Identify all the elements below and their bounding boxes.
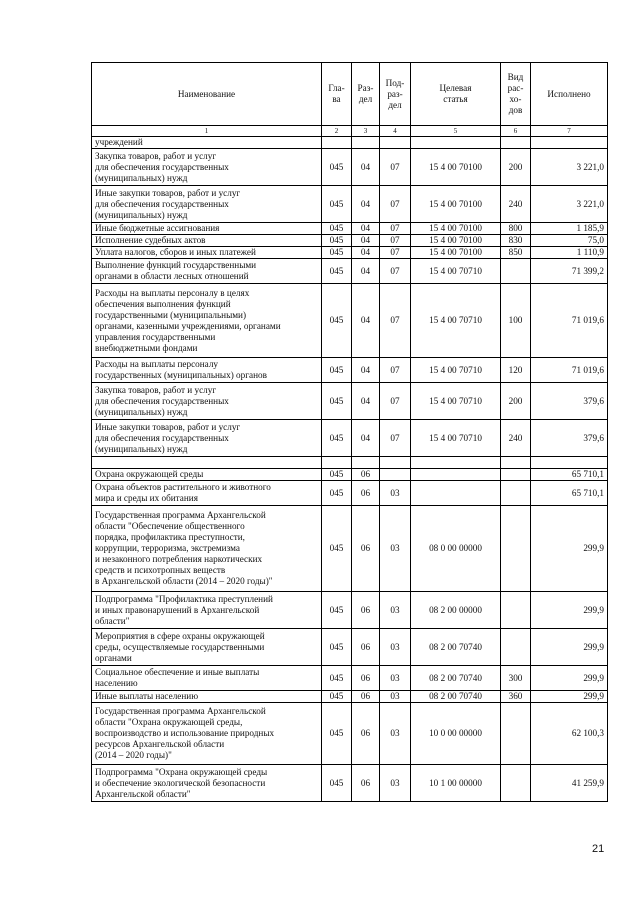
table-row <box>92 223 608 235</box>
header-glava: Гла- ва <box>322 63 352 126</box>
cell-name: Иные бюджетные ассигнования <box>92 223 322 235</box>
cell-target-item <box>411 457 501 469</box>
column-number: 1 <box>92 126 322 137</box>
cell-podrazdel: 03 <box>380 666 411 691</box>
cell-podrazdel: 07 <box>380 186 411 223</box>
table-row <box>92 259 608 284</box>
table-row <box>92 691 608 703</box>
cell-target-item: 15 4 00 70100 <box>411 247 501 259</box>
cell-target-item <box>411 137 501 149</box>
header-expense-type: Вид рас- хо- дов <box>501 63 531 126</box>
cell-razdel: 04 <box>352 223 380 235</box>
cell-expense-type <box>501 506 531 592</box>
cell-razdel: 06 <box>352 703 380 765</box>
cell-podrazdel: 07 <box>380 235 411 247</box>
cell-glava: 045 <box>322 259 352 284</box>
cell-executed: 41 259,9 <box>531 765 608 802</box>
cell-glava: 045 <box>322 186 352 223</box>
cell-podrazdel: 07 <box>380 420 411 457</box>
column-number: 4 <box>380 126 411 137</box>
cell-name: Подпрограмма "Профилактика преступлений и иных правонарушений в Архангельской области" <box>92 592 322 629</box>
cell-expense-type: 120 <box>501 358 531 383</box>
cell-executed: 71 019,6 <box>531 284 608 358</box>
cell-podrazdel: 03 <box>380 592 411 629</box>
cell-razdel: 04 <box>352 383 380 420</box>
cell-target-item <box>411 481 501 506</box>
cell-name: Охрана объектов растительного и животного мира и среды их обитания <box>92 481 322 506</box>
cell-target-item: 15 4 00 70710 <box>411 383 501 420</box>
cell-executed: 65 710,1 <box>531 481 608 506</box>
cell-executed: 71 019,6 <box>531 358 608 383</box>
cell-glava: 045 <box>322 703 352 765</box>
cell-podrazdel: 03 <box>380 765 411 802</box>
cell-expense-type <box>501 137 531 149</box>
table-row <box>92 592 608 629</box>
cell-name: Расходы на выплаты персоналу в целях обеспечения выполнения функций государственными (муниципальными) органами, казенными учреждениями, органами управления государственными внебюджетными фондами <box>92 284 322 358</box>
table-body <box>92 137 608 802</box>
table-row <box>92 666 608 691</box>
cell-razdel: 04 <box>352 284 380 358</box>
cell-podrazdel: 07 <box>380 223 411 235</box>
table-row <box>92 383 608 420</box>
cell-executed: 1 185,9 <box>531 223 608 235</box>
cell-name: Исполнение судебных актов <box>92 235 322 247</box>
cell-expense-type: 300 <box>501 666 531 691</box>
cell-name: Мероприятия в сфере охраны окружающей среды, осуществляемые государственными органами <box>92 629 322 666</box>
column-number: 7 <box>531 126 608 137</box>
cell-expense-type: 360 <box>501 691 531 703</box>
cell-glava: 045 <box>322 235 352 247</box>
cell-executed: 299,9 <box>531 506 608 592</box>
cell-name: Иные закупки товаров, работ и услуг для обеспечения государственных (муниципальных) нужд <box>92 420 322 457</box>
cell-name: Выполнение функций государственными органами в области лесных отношений <box>92 259 322 284</box>
cell-executed: 379,6 <box>531 383 608 420</box>
cell-podrazdel: 03 <box>380 506 411 592</box>
cell-executed: 71 399,2 <box>531 259 608 284</box>
cell-glava: 045 <box>322 629 352 666</box>
cell-name: учреждений <box>92 137 322 149</box>
cell-expense-type: 240 <box>501 186 531 223</box>
cell-name: Расходы на выплаты персоналу государственных (муниципальных) органов <box>92 358 322 383</box>
cell-podrazdel: 07 <box>380 247 411 259</box>
cell-glava: 045 <box>322 247 352 259</box>
cell-expense-type <box>501 703 531 765</box>
cell-target-item: 10 0 00 00000 <box>411 703 501 765</box>
cell-name: Иные выплаты населению <box>92 691 322 703</box>
budget-execution-table <box>91 62 608 802</box>
cell-razdel <box>352 457 380 469</box>
table-row <box>92 247 608 259</box>
cell-name: Закупка товаров, работ и услуг для обеспечения государственных (муниципальных) нужд <box>92 149 322 186</box>
cell-podrazdel <box>380 457 411 469</box>
cell-executed: 3 221,0 <box>531 186 608 223</box>
cell-glava: 045 <box>322 284 352 358</box>
cell-razdel: 04 <box>352 186 380 223</box>
table-row <box>92 149 608 186</box>
table-row <box>92 235 608 247</box>
cell-podrazdel: 07 <box>380 259 411 284</box>
cell-name: Закупка товаров, работ и услуг для обеспечения государственных (муниципальных) нужд <box>92 383 322 420</box>
cell-glava: 045 <box>322 383 352 420</box>
cell-expense-type <box>501 457 531 469</box>
column-number-row <box>92 126 608 137</box>
cell-razdel: 04 <box>352 358 380 383</box>
header-name: Наименование <box>92 63 322 126</box>
cell-target-item: 15 4 00 70100 <box>411 149 501 186</box>
cell-executed: 75,0 <box>531 235 608 247</box>
table-row <box>92 358 608 383</box>
cell-glava: 045 <box>322 469 352 481</box>
cell-glava: 045 <box>322 149 352 186</box>
cell-podrazdel: 03 <box>380 481 411 506</box>
cell-razdel: 04 <box>352 149 380 186</box>
cell-razdel: 06 <box>352 592 380 629</box>
cell-executed: 379,6 <box>531 420 608 457</box>
cell-target-item: 08 2 00 70740 <box>411 666 501 691</box>
column-number: 2 <box>322 126 352 137</box>
cell-razdel: 04 <box>352 235 380 247</box>
cell-razdel: 06 <box>352 629 380 666</box>
cell-target-item: 15 4 00 70100 <box>411 223 501 235</box>
cell-expense-type: 200 <box>501 149 531 186</box>
cell-razdel: 06 <box>352 666 380 691</box>
table-row <box>92 481 608 506</box>
table-row <box>92 186 608 223</box>
cell-razdel: 06 <box>352 506 380 592</box>
cell-expense-type <box>501 259 531 284</box>
cell-podrazdel <box>380 137 411 149</box>
cell-target-item: 15 4 00 70100 <box>411 235 501 247</box>
cell-name: Подпрограмма "Охрана окружающей среды и обеспечение экологической безопасности Архангельской области" <box>92 765 322 802</box>
cell-glava: 045 <box>322 481 352 506</box>
cell-expense-type: 100 <box>501 284 531 358</box>
cell-executed <box>531 457 608 469</box>
cell-target-item: 08 0 00 00000 <box>411 506 501 592</box>
cell-podrazdel: 03 <box>380 629 411 666</box>
cell-podrazdel: 03 <box>380 703 411 765</box>
cell-name <box>92 457 322 469</box>
cell-expense-type <box>501 481 531 506</box>
cell-executed: 299,9 <box>531 592 608 629</box>
cell-target-item <box>411 469 501 481</box>
header-razdel: Раз- дел <box>352 63 380 126</box>
cell-glava: 045 <box>322 592 352 629</box>
cell-target-item: 08 2 00 70740 <box>411 691 501 703</box>
cell-expense-type: 850 <box>501 247 531 259</box>
cell-target-item: 15 4 00 70710 <box>411 284 501 358</box>
table-row <box>92 703 608 765</box>
cell-target-item: 15 4 00 70710 <box>411 259 501 284</box>
cell-podrazdel: 07 <box>380 284 411 358</box>
cell-glava: 045 <box>322 506 352 592</box>
cell-target-item: 15 4 00 70710 <box>411 420 501 457</box>
table-row <box>92 457 608 469</box>
table-row <box>92 629 608 666</box>
table-row <box>92 137 608 149</box>
cell-executed <box>531 137 608 149</box>
header-podrazdel: Под- раз- дел <box>380 63 411 126</box>
cell-target-item: 08 2 00 00000 <box>411 592 501 629</box>
cell-glava: 045 <box>322 666 352 691</box>
cell-glava: 045 <box>322 358 352 383</box>
cell-razdel: 06 <box>352 691 380 703</box>
table-row <box>92 420 608 457</box>
column-number: 3 <box>352 126 380 137</box>
cell-glava <box>322 457 352 469</box>
cell-expense-type: 200 <box>501 383 531 420</box>
cell-podrazdel <box>380 469 411 481</box>
table-row <box>92 284 608 358</box>
cell-name: Уплата налогов, сборов и иных платежей <box>92 247 322 259</box>
cell-razdel: 06 <box>352 469 380 481</box>
header-target-item: Целевая статья <box>411 63 501 126</box>
cell-target-item: 15 4 00 70100 <box>411 186 501 223</box>
cell-podrazdel: 07 <box>380 383 411 420</box>
cell-expense-type <box>501 629 531 666</box>
cell-executed: 3 221,0 <box>531 149 608 186</box>
header-executed: Исполнено <box>531 63 608 126</box>
cell-name: Государственная программа Архангельской области "Обеспечение общественного порядка, профилактика преступности, коррупции, терроризма, экстремизма и незаконного потребления наркотических средств и психотропных веществ в Архангельской области (2014 – 2020 годы)" <box>92 506 322 592</box>
cell-name: Охрана окружающей среды <box>92 469 322 481</box>
cell-name: Государственная программа Архангельской области "Охрана окружающей среды, воспроизводство и использование природных ресурсов Архангельской области (2014 – 2020 годы)" <box>92 703 322 765</box>
cell-target-item: 10 1 00 00000 <box>411 765 501 802</box>
table-row <box>92 765 608 802</box>
page-number: 21 <box>592 843 605 855</box>
cell-glava <box>322 137 352 149</box>
cell-target-item: 15 4 00 70710 <box>411 358 501 383</box>
cell-razdel: 06 <box>352 765 380 802</box>
cell-target-item: 08 2 00 70740 <box>411 629 501 666</box>
cell-executed: 299,9 <box>531 691 608 703</box>
cell-expense-type <box>501 592 531 629</box>
cell-razdel: 04 <box>352 259 380 284</box>
column-number: 6 <box>501 126 531 137</box>
cell-glava: 045 <box>322 420 352 457</box>
cell-expense-type: 240 <box>501 420 531 457</box>
cell-glava: 045 <box>322 765 352 802</box>
cell-expense-type <box>501 469 531 481</box>
cell-expense-type <box>501 765 531 802</box>
cell-razdel: 04 <box>352 420 380 457</box>
cell-podrazdel: 07 <box>380 358 411 383</box>
table-row <box>92 506 608 592</box>
cell-executed: 1 110,9 <box>531 247 608 259</box>
cell-name: Иные закупки товаров, работ и услуг для обеспечения государственных (муниципальных) нужд <box>92 186 322 223</box>
cell-glava: 045 <box>322 691 352 703</box>
cell-expense-type: 830 <box>501 235 531 247</box>
cell-glava: 045 <box>322 223 352 235</box>
cell-executed: 299,9 <box>531 666 608 691</box>
cell-executed: 62 100,3 <box>531 703 608 765</box>
cell-razdel <box>352 137 380 149</box>
column-number: 5 <box>411 126 501 137</box>
cell-razdel: 04 <box>352 247 380 259</box>
cell-name: Социальное обеспечение и иные выплаты населению <box>92 666 322 691</box>
cell-expense-type: 800 <box>501 223 531 235</box>
cell-executed: 65 710,1 <box>531 469 608 481</box>
cell-podrazdel: 03 <box>380 691 411 703</box>
cell-executed: 299,9 <box>531 629 608 666</box>
cell-razdel: 06 <box>352 481 380 506</box>
table-row <box>92 469 608 481</box>
cell-podrazdel: 07 <box>380 149 411 186</box>
header-row <box>92 63 608 126</box>
